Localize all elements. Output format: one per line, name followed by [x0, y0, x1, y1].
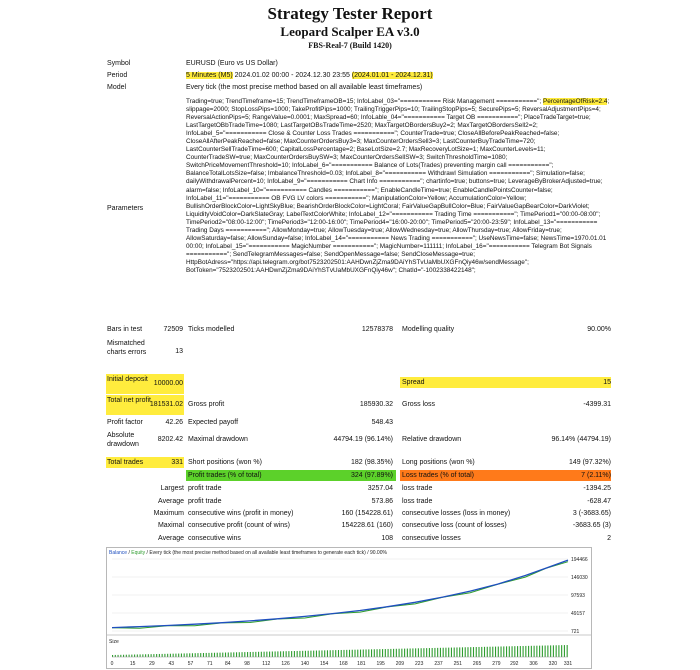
y-tick-label: 194466: [571, 557, 588, 563]
balance-chart: [106, 547, 592, 669]
size-bar: [423, 648, 424, 657]
size-bar: [324, 650, 325, 657]
size-bar: [363, 650, 364, 657]
x-tick-label: 43: [168, 661, 175, 667]
size-bar: [545, 646, 546, 657]
size-bar: [374, 649, 375, 657]
size-bar: [277, 651, 278, 657]
size-bar: [343, 650, 344, 657]
server-build: FBS-Real-7 (Build 1420): [308, 41, 392, 50]
size-bar: [454, 648, 455, 657]
al-value: -628.47: [587, 498, 611, 505]
x-tick-label: 265: [472, 661, 482, 667]
size-bar: [418, 648, 419, 657]
size-bar: [459, 647, 460, 657]
size-bar: [517, 646, 518, 657]
x-tick-label: 181: [357, 661, 366, 667]
size-bar: [421, 648, 422, 657]
size-bar: [195, 653, 196, 657]
bars-label: Bars in test: [107, 326, 143, 333]
reldd-label: Relative drawdown: [402, 436, 462, 443]
size-bar: [162, 654, 163, 657]
size-bar: [217, 653, 218, 657]
ticks-label: Ticks modelled: [188, 326, 235, 333]
size-bar: [159, 654, 160, 657]
x-tick-label: 223: [415, 661, 424, 667]
reldd-value: 96.14% (44794.19): [551, 436, 611, 443]
parameters-risk-highlight: PercentageOfRisk=2.4: [542, 98, 608, 105]
size-bar: [352, 650, 353, 657]
size-bar: [225, 653, 226, 657]
size-bar: [175, 654, 176, 657]
size-bar: [462, 647, 463, 657]
size-bar: [382, 649, 383, 657]
size-bar: [239, 652, 240, 657]
report-header: [0, 4, 700, 52]
size-bar: [269, 652, 270, 657]
size-bar: [426, 648, 427, 657]
size-bar: [542, 646, 543, 657]
legend-separator: /: [127, 550, 132, 556]
acw-value: 108: [381, 535, 393, 542]
parameters-text: [186, 98, 610, 320]
size-bar: [467, 647, 468, 657]
period-label: Period: [107, 72, 128, 79]
size-bar: [275, 651, 276, 657]
pf-label: Profit factor: [107, 419, 143, 426]
size-bar: [302, 651, 303, 657]
size-bar: [388, 649, 389, 657]
size-bar: [531, 646, 532, 657]
size-bar: [241, 652, 242, 657]
parameters-part-2: ; slippage=2000; StopLossPips=1000; TakeProfitPips=1000; TrailingTriggerPips=10; TrailingStopPips=5; SecurePips=5; ReversalAdjustmentPips=4; ReversalActionPips=5; RangeValue=0.0001; MaxSpread=60; InfoLable_04="=========== Target OB ==========="; PlaceTradeTarget=true; LastTargetOBbTradeTime=1080; LastTargetOBsTradeTime=2520; MaxTargetOBordersBuy2=2; MaxTargetOBordersSell2=2; InfoLabel_5="=========== Close & Counter Loss Trades ==========="; CounterTrade=true; CloseAllBeforePeakReached=false; CloseAllAfterPeakReached=false; MaxCounterOrdersBuy3=3; MaxCounterOrdersSell3=3; LastCounterBuyTradeTime=720; LastCounterSellTradeTime=600; CapitalLossPercentage=2; BaseLotSize=2.7; MaxRecoveryLotSize=1; MaxCounterLevels=11; CounterTradeSW=true; MaxCounterOrdersBuySW=3; MaxCounterOrdersSellSW=3; SwitchThresholdTime=1080; SwitchPriceMovementThreshold=10; InfoLabel_6="=========== Balance of Lots(Trades) preventing margin call ==========="; BalanceTotalLotsSize=false; ImbalanceThreshold=0.03; InfoLabel_8="=========== Withdrawl Simulation ==========="; Simulation=false; dailyWithdrawalPercent=10; InfoLabel_9="=========== Chart Info ==========="; chartinfo=true; buttons=true; LeverageByBrokerAdjusted=true; alarm=false; InfoLabel_10="=========== Candles ==========="; EnableCandleTime=true; EnableCandlePointsCounter=false; InfoLabel_11="=========== OB FVG LV colors ==========="; ManipulationColor=Yellow; AccumulationColor=Yellow; BullishOrderBlockColor=LightSkyBlue; BearishOrderBlockColor=LightCoral; FairValueGapBullColor=Blue; FairValueGapBearColor=DarkViolet; LiquidityVoidColor=DarkSlateGray; LabelTextColorWhite; InfoLabel_12="=========== Trading Time ==========="; TimePeriod1="00:00-08:00"; TimePeriod2="08:00-12:00"; TimePeriod3="12:00-16:00"; TimePeriod4="16:00-20:00"; TimePeriod5="20:00-23:59"; InfoLabel_13="=========== Trading Days ==========="; AllowMonday=true; AllowTuesday=true; AllowWednesday=true; AllowThursday=true; AllowFriday=true; AllowSaturday=false; AllowSunday=false; InfoLabel_14="=========== News Trading ==========="; UseNewsTime=false; NewsTime=1970.01.01 00:00; InfoLabel_15="=========== MagicNumber ==========="; MagicNumber=111111; InfoLabel_16="=========== Telegram Bot Signals ==========="; SendTelegramMessages=false; SendOpenMessage=false; SendCloseMessage=true; HttpBotAdress="https://api.telegram.org/bot7523202501:AAHDwnZjZma9DAiYhSTvUaMbUXGFnQiy46w/sendMessage"; BotToken="7523202501:AAHDwnZjZma9DAiYhSTvUaMbUXGFnQiy46w"; ChatId="-1002338422148";: [186, 98, 610, 274]
size-bar: [525, 646, 526, 657]
size-bar: [244, 652, 245, 657]
size-bar: [443, 648, 444, 657]
symbol-value: EURUSD (Euro vs US Dollar): [186, 60, 278, 67]
mcw-value: 160 (154228.61): [341, 510, 393, 517]
x-tick-label: 84: [224, 661, 231, 667]
mcll-label: consecutive loss (count of losses): [402, 522, 507, 529]
size-bar: [219, 653, 220, 657]
size-bar: [203, 653, 204, 657]
size-bar: [556, 645, 557, 657]
maxdd-value: 44794.19 (96.14%): [333, 436, 393, 443]
deposit-value: 10000.00: [153, 380, 183, 387]
size-bar: [558, 645, 559, 657]
report-subtitle: Leopard Scalper EA v3.0: [280, 24, 420, 39]
size-bar: [432, 648, 433, 657]
mcw-label: consecutive wins (profit in money): [188, 510, 294, 517]
size-bar: [536, 646, 537, 657]
x-tick-label: 126: [281, 661, 290, 667]
size-bar: [283, 651, 284, 657]
size-bar: [178, 654, 179, 657]
size-bar: [151, 654, 152, 657]
size-bar: [514, 646, 515, 657]
grossloss-value: -4399.31: [583, 401, 611, 408]
size-bar: [437, 648, 438, 657]
mcp-label: consecutive profit (count of wins): [188, 522, 290, 529]
size-bar: [200, 653, 201, 657]
size-bar: [170, 654, 171, 657]
size-bar: [404, 649, 405, 657]
x-tick-label: 98: [244, 661, 250, 667]
netprofit-value: 181531.02: [149, 401, 183, 408]
maxdd-label: Maximal drawdown: [188, 436, 248, 443]
size-bar: [236, 652, 237, 657]
size-bar: [484, 647, 485, 657]
size-bar: [377, 649, 378, 657]
average2-label: Average: [158, 535, 184, 542]
size-bar: [129, 655, 130, 657]
maximum-label: Maximum: [153, 510, 184, 517]
mcp-value: 154228.61 (160): [341, 522, 393, 529]
size-bar: [393, 649, 394, 657]
size-bar: [412, 648, 413, 657]
ap-label: profit trade: [188, 498, 222, 505]
maximal-label: Maximal: [157, 522, 184, 529]
size-bar: [390, 649, 391, 657]
al-label: loss trade: [402, 498, 433, 505]
legend-equity: Equity: [131, 550, 146, 556]
x-tick-label: 306: [529, 661, 538, 667]
size-bar: [164, 654, 165, 657]
size-bar: [142, 654, 143, 657]
size-bar: [509, 646, 510, 657]
x-tick-label: 251: [453, 661, 462, 667]
size-bar: [341, 650, 342, 657]
size-bar: [272, 651, 273, 657]
acl-value: 2: [607, 535, 611, 542]
symbol-label: Symbol: [107, 60, 131, 67]
size-bar: [349, 650, 350, 657]
pt-value: 324 (97.89%): [350, 472, 393, 479]
spread-label: Spread: [402, 379, 425, 386]
size-bar: [214, 653, 215, 657]
size-bar: [550, 645, 551, 657]
trades-label: Total trades: [107, 459, 144, 466]
size-bar: [264, 652, 265, 657]
size-bar: [456, 647, 457, 657]
y-tick-label: 97593: [571, 593, 585, 600]
parameters-label: Parameters: [107, 205, 144, 212]
size-bar: [523, 646, 524, 657]
x-tick-label: 237: [434, 661, 443, 667]
ll-value: -1394.25: [583, 485, 611, 492]
x-tick-label: 279: [492, 661, 501, 667]
size-bar: [222, 653, 223, 657]
x-tick-label: 71: [207, 661, 213, 667]
period-dates: (2024.01.01 - 2024.12.31): [351, 72, 433, 79]
size-bar: [470, 647, 471, 657]
ep-label: Expected payoff: [188, 419, 239, 426]
size-bar: [280, 651, 281, 657]
size-bar: [255, 652, 256, 657]
quality-value: 90.00%: [587, 326, 611, 333]
size-bar: [534, 646, 535, 657]
bars-value: 72509: [163, 326, 183, 333]
size-label: Size: [109, 639, 119, 645]
size-bar: [396, 649, 397, 657]
period-timeframe: 5 Minutes (M5): [186, 72, 233, 79]
size-bar: [473, 647, 474, 657]
size-bar: [498, 647, 499, 657]
absdd-label: Absolute drawdown: [107, 432, 139, 448]
size-bar: [500, 646, 501, 657]
size-bar: [206, 653, 207, 657]
size-bar: [305, 651, 306, 657]
x-tick-label: 29: [149, 661, 155, 667]
mismatch-label: Mismatched charts errors: [107, 340, 147, 356]
chart-legend: [109, 550, 387, 556]
legend-description: / Every tick (the most precise method based on all available least timeframes to generate each tick) / 90.00%: [145, 550, 387, 556]
x-tick-label: 195: [376, 661, 385, 667]
size-bar: [145, 654, 146, 657]
mcll-value: -3683.65 (3): [572, 522, 611, 529]
model-value: Every tick (the most precise method based on all available least timeframes): [186, 84, 423, 91]
size-bar: [553, 645, 554, 657]
size-bar: [319, 650, 320, 657]
size-bar: [495, 647, 496, 657]
size-bar: [208, 653, 209, 657]
ticks-value: 12578378: [361, 326, 393, 333]
size-bar: [228, 652, 229, 657]
size-bar: [465, 647, 466, 657]
size-bar: [330, 650, 331, 657]
size-bar: [321, 650, 322, 657]
size-bar: [297, 651, 298, 657]
mcl-value: 3 (-3683.65): [572, 510, 611, 517]
size-bar: [153, 654, 154, 657]
acl-label: consecutive losses: [402, 535, 461, 542]
size-bar: [189, 653, 190, 657]
size-bar: [288, 651, 289, 657]
size-bar: [492, 647, 493, 657]
size-bar: [316, 651, 317, 657]
size-bar: [120, 655, 121, 657]
size-bar: [134, 655, 135, 657]
trades-value: 331: [171, 459, 183, 466]
model-label: Model: [107, 84, 127, 91]
period-value: [186, 71, 433, 80]
largest-label: Largest: [160, 485, 184, 492]
size-bar: [123, 655, 124, 657]
size-bar: [520, 646, 521, 657]
x-tick-label: 112: [262, 661, 271, 667]
size-bar: [266, 652, 267, 657]
size-bar: [299, 651, 300, 657]
lt-value: 7 (2.11%): [581, 472, 611, 479]
deposit-label: Initial deposit: [107, 376, 148, 383]
size-bar: [371, 649, 372, 657]
size-bar: [131, 655, 132, 657]
size-bar: [137, 654, 138, 657]
mismatch-value: 13: [175, 348, 183, 355]
ep-value: 548.43: [371, 419, 393, 426]
size-bar: [445, 648, 446, 657]
size-bar: [167, 654, 168, 657]
acw-label: consecutive wins: [188, 535, 241, 542]
netprofit-label: Total net profit: [107, 397, 151, 404]
lt-label: Loss trades (% of total): [402, 472, 474, 479]
x-tick-label: 140: [300, 661, 310, 667]
size-bar: [489, 647, 490, 657]
size-bar: [197, 653, 198, 657]
spread-value: 15: [603, 379, 611, 386]
size-bar: [539, 646, 540, 657]
size-bar: [338, 650, 339, 657]
grossprofit-label: Gross profit: [188, 401, 225, 408]
size-bar: [407, 649, 408, 657]
report-title: Strategy Tester Report: [267, 4, 433, 23]
size-bar: [230, 652, 231, 657]
grossloss-label: Gross loss: [402, 401, 436, 408]
parameters-part-1: Trading=true; TrendTimeframe=15; TrendTimeframeOB=15; InfoLabel_03="=========== Risk Management ===========";: [186, 98, 543, 105]
size-bar: [258, 652, 259, 657]
short-label: Short positions (won %): [188, 459, 262, 466]
size-bar: [148, 654, 149, 657]
lp-label: profit trade: [188, 485, 222, 492]
size-bar: [233, 652, 234, 657]
legend-balance: Balance: [109, 550, 128, 556]
size-bar: [401, 649, 402, 657]
ll-label: loss trade: [402, 485, 433, 492]
y-tick-label: 146030: [571, 574, 588, 581]
size-bar: [112, 655, 113, 657]
size-bar: [512, 646, 513, 657]
size-bar: [313, 651, 314, 657]
grossprofit-value: 185930.32: [359, 401, 393, 408]
size-bar: [547, 645, 548, 657]
size-bar: [357, 650, 358, 657]
size-bar: [429, 648, 430, 657]
size-bar: [186, 653, 187, 657]
absdd-value: 8202.42: [157, 436, 183, 443]
size-bar: [173, 654, 174, 657]
y-tick-label: 721: [571, 629, 580, 635]
x-tick-label: 320: [548, 661, 558, 667]
x-tick-label: 0: [110, 661, 114, 667]
size-bar: [335, 650, 336, 657]
size-bar: [115, 655, 116, 657]
x-tick-label: 168: [339, 661, 348, 667]
size-bar: [118, 655, 119, 657]
size-bar: [360, 650, 361, 657]
size-bar: [253, 652, 254, 657]
size-bar: [503, 646, 504, 657]
x-tick-label: 209: [395, 661, 405, 667]
x-tick-label: 57: [187, 661, 194, 667]
size-bar: [368, 649, 369, 657]
average-label: Average: [158, 498, 184, 505]
size-bar: [561, 645, 562, 657]
mcl-label: consecutive losses (loss in money): [402, 510, 511, 517]
size-bar: [478, 647, 479, 657]
x-tick-label: 15: [129, 661, 136, 667]
size-bar: [415, 648, 416, 657]
size-bar: [528, 646, 529, 657]
size-bar: [181, 653, 182, 657]
size-bar: [156, 654, 157, 657]
size-bar: [567, 645, 568, 657]
size-bar: [308, 651, 309, 657]
x-tick-label: 154: [319, 661, 329, 667]
size-bar: [250, 652, 251, 657]
size-bar: [184, 653, 185, 657]
size-bar: [506, 646, 507, 657]
size-bar: [564, 645, 565, 657]
size-bar: [448, 648, 449, 657]
size-bar: [440, 648, 441, 657]
size-bar: [346, 650, 347, 657]
x-tick-label: 292: [510, 661, 519, 667]
size-bar: [140, 654, 141, 657]
short-value: 182 (98.35%): [350, 459, 393, 466]
size-bar: [365, 649, 366, 657]
size-bar: [247, 652, 248, 657]
pf-value: 42.26: [165, 419, 183, 426]
quality-label: Modelling quality: [402, 326, 455, 333]
size-bar: [211, 653, 212, 657]
size-bar: [327, 650, 328, 657]
size-bar: [192, 653, 193, 657]
size-bar: [332, 650, 333, 657]
x-tick-label: 331: [563, 661, 573, 667]
long-label: Long positions (won %): [402, 459, 475, 466]
long-value: 149 (97.32%): [568, 459, 611, 466]
size-bar: [399, 649, 400, 657]
size-bar: [294, 651, 295, 657]
size-bar: [379, 649, 380, 657]
size-bar: [354, 650, 355, 657]
y-tick-label: 49157: [571, 611, 585, 618]
size-bar: [261, 652, 262, 657]
size-bar: [126, 655, 127, 657]
size-bar: [451, 648, 452, 657]
size-bar: [385, 649, 386, 657]
size-bar: [476, 647, 477, 657]
ap-value: 573.86: [371, 498, 393, 505]
size-bar: [286, 651, 287, 657]
size-bar: [481, 647, 482, 657]
lp-value: 3257.04: [367, 485, 393, 492]
size-bar: [434, 648, 435, 657]
size-bar: [310, 651, 311, 657]
size-bar: [410, 648, 411, 657]
size-bar: [487, 647, 488, 657]
pt-label: Profit trades (% of total): [188, 472, 262, 479]
size-bar: [291, 651, 292, 657]
period-range: 2024.01.02 00:00 - 2024.12.30 23:55: [234, 72, 350, 79]
